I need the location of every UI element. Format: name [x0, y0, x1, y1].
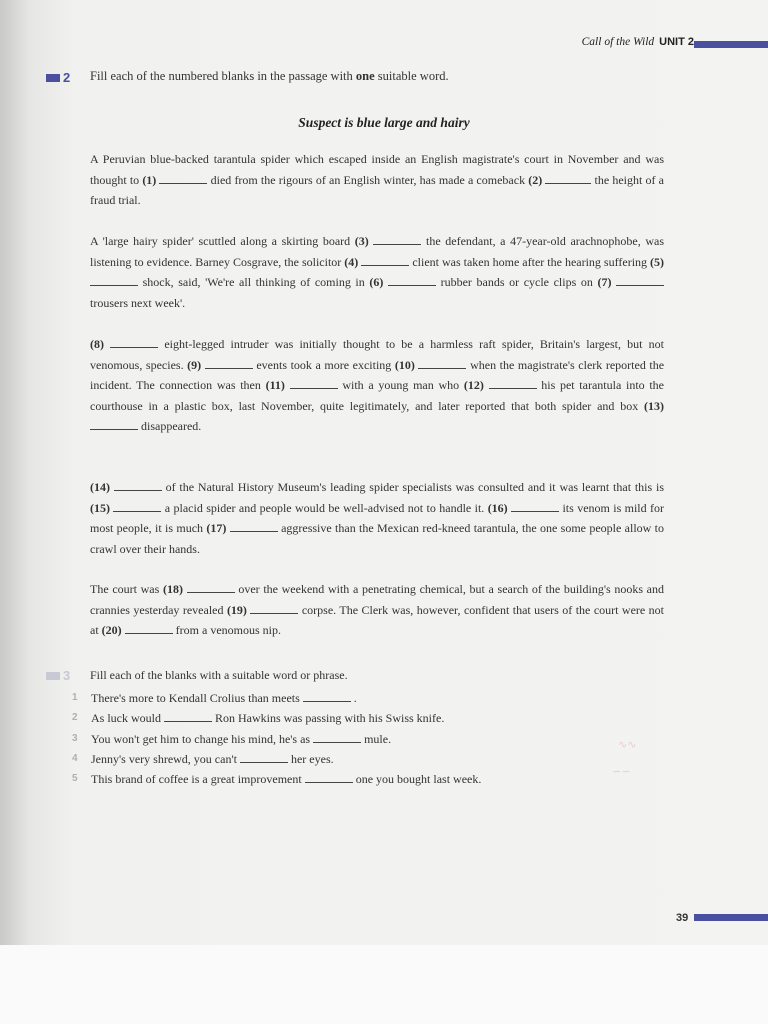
book-title: Call of the Wild: [581, 36, 655, 48]
exercise-2-marker: [46, 70, 70, 85]
gap-10[interactable]: [418, 357, 466, 369]
item-2-blank[interactable]: [164, 710, 212, 722]
gap-16[interactable]: [511, 500, 559, 512]
gap-7[interactable]: [616, 274, 664, 286]
item-4-blank[interactable]: [240, 751, 288, 763]
gap-14[interactable]: [114, 479, 162, 491]
gap-17[interactable]: [230, 520, 278, 532]
gap-11[interactable]: [290, 377, 338, 389]
exercise-3-marker: [46, 668, 70, 683]
paragraph-2: A 'large hairy spider' scuttled along a skirting board (3) the defendant, a 47-year-old arachnophobe, was listening to evidence. Barney Cosgrave, the solicitor (4) client was taken home after the hearing suffering (5) shock, said, 'We're all thinking of coming in (6) rubber bands or cycle clips on (7) trousers next week'.: [90, 234, 665, 310]
gap-15[interactable]: [113, 500, 161, 512]
gap-12[interactable]: [489, 377, 537, 389]
gap-20[interactable]: [125, 622, 173, 634]
gap-8[interactable]: [110, 336, 158, 348]
paragraph-1: A Peruvian blue-backed tarantula spider which escaped inside an English magistrate's court in November and was thought to (1) died from the rigours of an English winter, has made a comeback (2) the height of a fraud trial.: [90, 152, 664, 207]
paragraph-3: (8) eight-legged intruder was initially thought to be a harmless raft spider, Britain's largest, but not venomous, species. (9) events took a more exciting (10) when the magistrate's clerk reported the incident. The connection was then (11) with a young man who (12) his pet tarantula into the courthouse in a plastic box, last November, quite legitimately, and later reported that both spider and box (13) disappeared.: [90, 337, 665, 433]
pencil-scribble-icon: ∿∿: [618, 738, 637, 751]
gap-18[interactable]: [187, 581, 235, 593]
list-item: 3 You won't get him to change his mind, he's as mule.: [72, 731, 392, 746]
passage-title: Suspect is blue large and hairy: [298, 115, 470, 130]
exercise-square-icon: [46, 74, 60, 82]
exercise-3-instruction: Fill each of the blanks with a suitable word or phrase.: [90, 668, 348, 682]
page-number-bar: [694, 914, 768, 921]
header-bar: [694, 41, 768, 48]
list-item: 1 There's more to Kendall Crolius than meets .: [72, 691, 357, 705]
gap-9[interactable]: [205, 357, 253, 369]
exercise-number: 2: [63, 70, 71, 85]
item-1-blank[interactable]: [303, 690, 351, 702]
gap-19[interactable]: [250, 602, 298, 614]
unit-label: UNIT 2: [659, 36, 694, 48]
exercise-2-instruction: Fill each of the numbered blanks in the passage with one suitable word.: [90, 69, 449, 83]
gap-6[interactable]: [388, 274, 436, 286]
paragraph-5: The court was (18) over the weekend with a penetrating chemical, but a search of the building's nooks and crannies yesterday revealed (19) corpse. The Clerk was, however, confident that users of the court were not at (20) from a venomous nip.: [90, 582, 665, 637]
exercise-square-icon: [46, 672, 60, 680]
exercise-number: 3: [63, 668, 71, 683]
list-item: 4 Jenny's very shrewd, you can't her eyes.: [72, 751, 334, 766]
page-number: 39: [676, 912, 689, 924]
pencil-scribble-icon: ∽∽: [612, 765, 631, 778]
list-item: 2 As luck would Ron Hawkins was passing with his Swiss knife.: [72, 711, 445, 726]
gap-5[interactable]: [90, 274, 138, 286]
running-head: [582, 36, 694, 48]
item-5-blank[interactable]: [305, 771, 353, 783]
gap-4[interactable]: [361, 254, 409, 266]
gap-13[interactable]: [90, 418, 138, 430]
gap-3[interactable]: [373, 233, 421, 245]
paragraph-4: (14) of the Natural History Museum's leading spider specialists was consulted and it was learnt that this is (15) a placid spider and people would be well-advised not to handle it. (16) its venom is mild for most people, it is much (17) aggressive than the Mexican red-kneed tarantula, the one some people allow to crawl over their hands.: [90, 480, 665, 556]
item-3-blank[interactable]: [313, 731, 361, 743]
gap-1[interactable]: [159, 172, 207, 184]
list-item: 5 This brand of coffee is a great improvement one you bought last week.: [72, 772, 482, 787]
gap-2[interactable]: [545, 172, 591, 184]
exercise-3-items: [72, 688, 592, 789]
scan-margin: [0, 945, 768, 1024]
